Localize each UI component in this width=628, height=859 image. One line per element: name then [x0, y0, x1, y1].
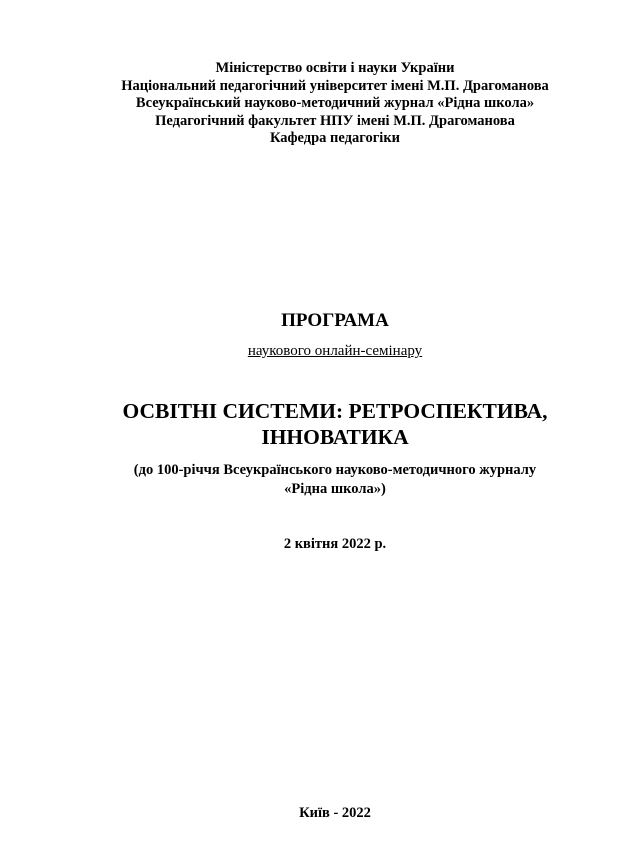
event-title-line-2: ІННОВАТИКА	[261, 425, 409, 449]
ministry-line: Міністерство освіти і науки України	[215, 60, 455, 76]
event-dedication	[0, 461, 628, 499]
event-date: 2 квітня 2022 р.	[283, 536, 387, 552]
footer-place-year: Київ - 2022	[299, 805, 371, 821]
program-title: ПРОГРАМА	[281, 310, 389, 331]
dedication-line-1: (до 100-річчя Всеукраїнського науково-методичного журналу	[133, 462, 537, 478]
faculty-line: Педагогічний факультет НПУ імені М.П. Драгоманова	[155, 112, 515, 129]
dedication-line-2: «Рідна школа»)	[284, 481, 386, 497]
journal-line: Всеукраїнський науково-методичний журнал «Рідна школа»	[135, 95, 535, 111]
event-title	[0, 398, 628, 450]
seminar-label: наукового онлайн-семінару	[247, 343, 423, 359]
program-subtitle	[0, 342, 628, 360]
event-title-line-1: ОСВІТНІ СИСТЕМИ: РЕТРОСПЕКТИВА,	[122, 399, 548, 423]
department-line: Кафедра педагогіки	[269, 130, 401, 146]
university-line: Національний педагогічний університет імені М.П. Драгоманова	[121, 77, 549, 94]
institution-header	[0, 60, 628, 148]
